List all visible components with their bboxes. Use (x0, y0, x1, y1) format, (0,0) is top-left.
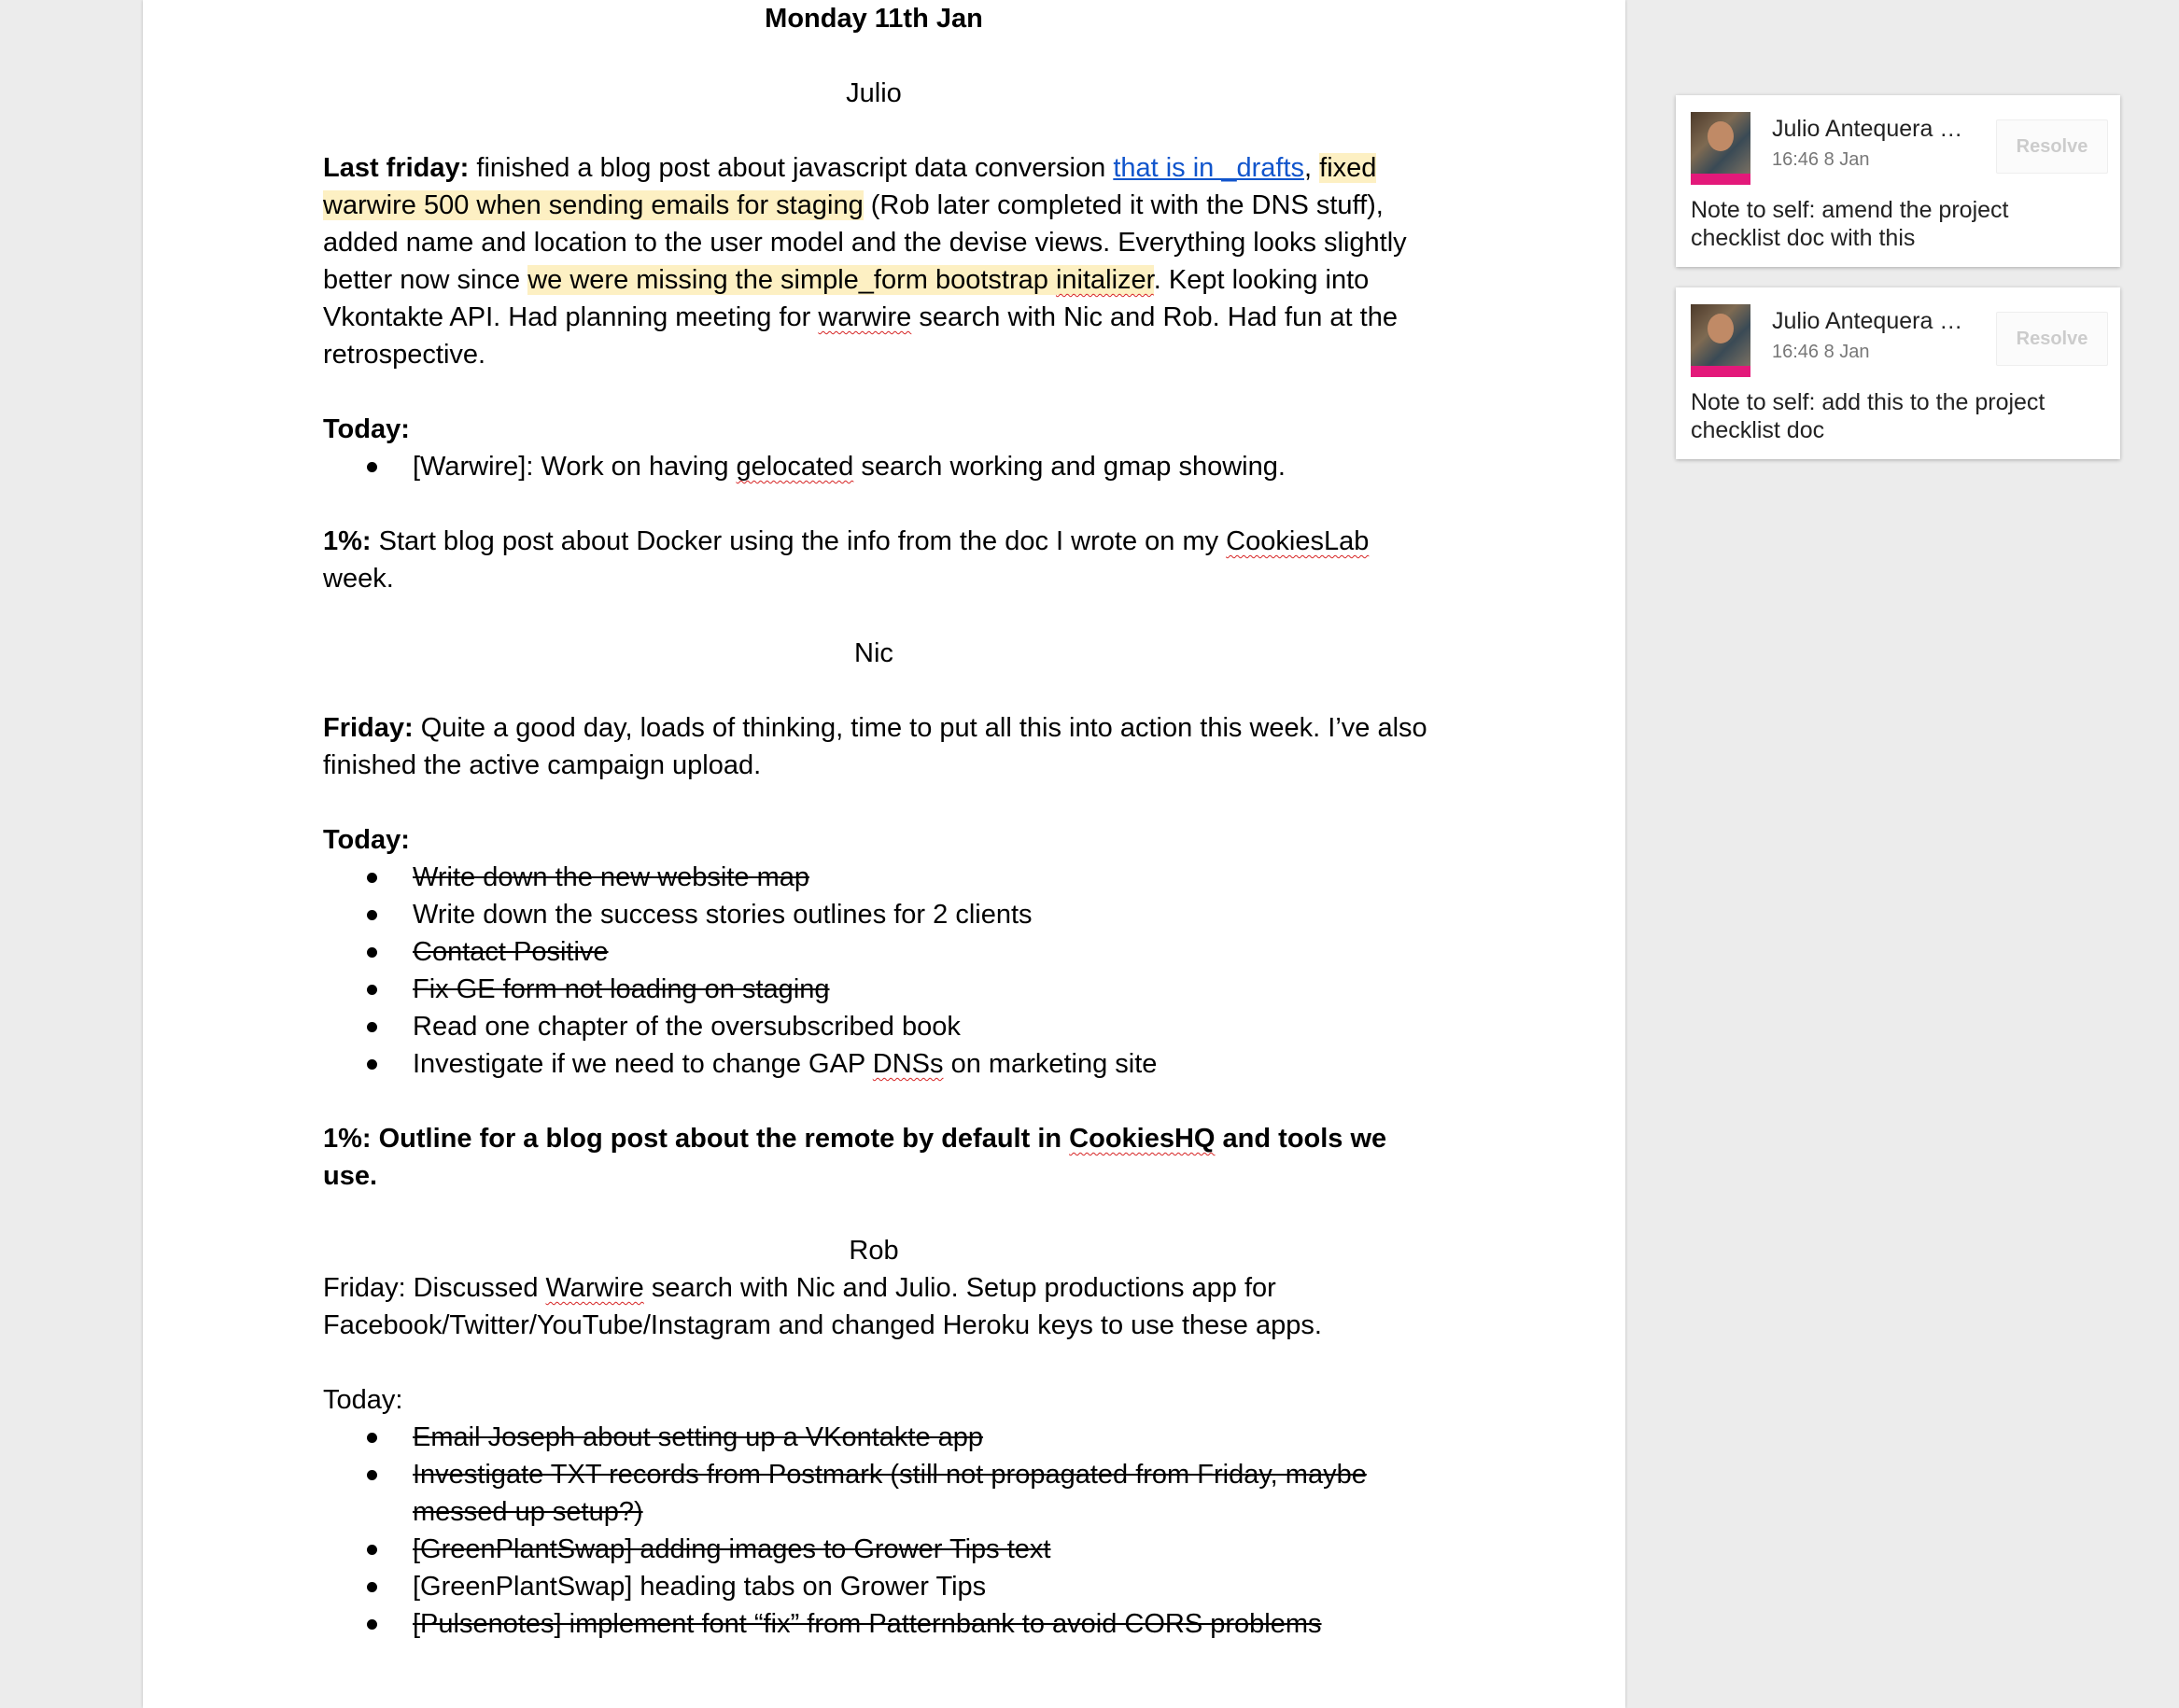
comment-text: Note to self: amend the project checklist doc with this (1691, 197, 2009, 251)
julio-paragraph-line (323, 149, 1490, 187)
misspelled-word: gelocated (736, 452, 854, 482)
list-item-done: Contact Positive (323, 933, 1490, 971)
last-friday-label: Last friday: (323, 153, 470, 183)
list-item-done: Write down the new website map (323, 859, 1490, 896)
list-item (323, 1045, 1490, 1083)
misspelled-word: Warwire (545, 1273, 644, 1303)
avatar (1691, 304, 1750, 377)
text-run: finished a blog post about javascript data conversion (469, 153, 1114, 183)
text-run: search with Nic and Julio. Setup productions app for (643, 1273, 1276, 1303)
list-item-done: [Pulsenotes] implement font “fix” from Patternbank to avoid CORS problems (323, 1605, 1490, 1643)
list-item: Read one chapter of the oversubscribed book (323, 1008, 1490, 1045)
nic-paragraph-line: finished the active campaign upload. (323, 750, 762, 780)
section-name-rob: Rob (849, 1236, 899, 1266)
comment-card[interactable] (1676, 287, 2120, 459)
nic-one-percent (323, 1120, 1490, 1157)
comment-card[interactable] (1676, 95, 2120, 267)
list-item: Write down the success stories outlines for 2 clients (323, 896, 1490, 933)
text-run: Start blog post about Docker using the info from the doc I wrote on my (371, 526, 1227, 556)
nic-one-percent-line: use. (323, 1161, 378, 1191)
highlighted-text[interactable]: fixed (1319, 153, 1377, 183)
julio-paragraph-line: added name and location to the user model and the devise views. Everything looks slightly (323, 228, 1407, 258)
rob-paragraph-line: Facebook/Twitter/YouTube/Instagram and changed Heroku keys to use these apps. (323, 1310, 1322, 1340)
text-run: Friday: Discussed (323, 1273, 546, 1303)
highlighted-text[interactable]: warwire 500 when sending emails for staging (323, 190, 864, 220)
text-run: [Warwire]: Work on having (413, 452, 737, 482)
comment-timestamp: 16:46 8 Jan (1772, 149, 1870, 170)
comment-author: Julio Antequera … (1772, 308, 1963, 334)
highlighted-text[interactable] (527, 265, 1154, 295)
text-run: Quite a good day, loads of thinking, time to put all this into action this week. I’ve also (413, 713, 1427, 743)
text-run: 1%: Outline for a blog post about the remote by default in (323, 1124, 1070, 1154)
text-run: . Kept looking into (1153, 265, 1370, 295)
text-run: on marketing site (943, 1049, 1158, 1079)
list-item-continuation: messed up setup?) (413, 1497, 643, 1527)
text-run: we were missing the simple_form bootstrap (527, 265, 1056, 295)
text-run: Vkontakte API. Had planning meeting for (323, 302, 819, 332)
list-item-done: Email Joseph about setting up a VKontakte app (323, 1419, 1490, 1456)
friday-label: Friday: (323, 713, 414, 743)
section-name-nic: Nic (854, 638, 893, 668)
resolve-button[interactable]: Resolve (1996, 312, 2108, 366)
julio-paragraph-line (323, 299, 1490, 336)
list-item-done: Investigate TXT records from Postmark (still not propagated from Friday, maybe (323, 1456, 1490, 1493)
text-run: and tools we (1215, 1124, 1387, 1154)
drafts-link[interactable]: that is in _drafts (1113, 153, 1305, 183)
one-percent-label: 1%: (323, 526, 372, 556)
julio-paragraph-line (323, 187, 1490, 224)
misspelled-word: CookiesHQ (1069, 1124, 1216, 1154)
text-run: (Rob later completed it with the DNS stuff), (863, 190, 1384, 220)
julio-today-label: Today: (323, 414, 410, 444)
misspelled-word: initalizer (1055, 265, 1154, 295)
comment-text: Note to self: add this to the project checklist doc (1691, 389, 2045, 443)
misspelled-word: warwire (818, 302, 912, 332)
julio-paragraph-line (323, 261, 1490, 299)
text-run: search with Nic and Rob. Had fun at the (911, 302, 1398, 332)
document-heading: Monday 11th Jan (765, 4, 983, 34)
nic-paragraph-line (323, 709, 1490, 747)
nic-today-label: Today: (323, 825, 410, 855)
comment-timestamp: 16:46 8 Jan (1772, 342, 1870, 362)
document-body[interactable] (323, 0, 1490, 1643)
julio-one-percent-line: week. (323, 564, 394, 594)
misspelled-word: CookiesLab (1226, 526, 1370, 556)
avatar (1691, 112, 1750, 185)
list-item: [GreenPlantSwap] heading tabs on Grower Tips (323, 1568, 1490, 1605)
rob-paragraph-line (323, 1269, 1490, 1307)
julio-one-percent (323, 523, 1490, 560)
text-run: better now since (323, 265, 528, 295)
resolve-button[interactable]: Resolve (1996, 119, 2108, 174)
section-name-julio: Julio (846, 78, 902, 108)
list-item-done: [GreenPlantSwap] adding images to Grower Tips text (323, 1531, 1490, 1568)
document-page[interactable] (143, 0, 1625, 1708)
text-run: Investigate if we need to change GAP (413, 1049, 873, 1079)
list-item (323, 448, 1490, 485)
list-item-done: Fix GE form not loading on staging (323, 971, 1490, 1008)
comment-author: Julio Antequera … (1772, 116, 1963, 142)
text-run: , (1304, 153, 1313, 183)
text-run: search working and gmap showing. (853, 452, 1286, 482)
misspelled-word: DNSs (872, 1049, 944, 1079)
julio-paragraph-line: retrospective. (323, 340, 486, 370)
rob-today-label: Today: (323, 1385, 403, 1415)
